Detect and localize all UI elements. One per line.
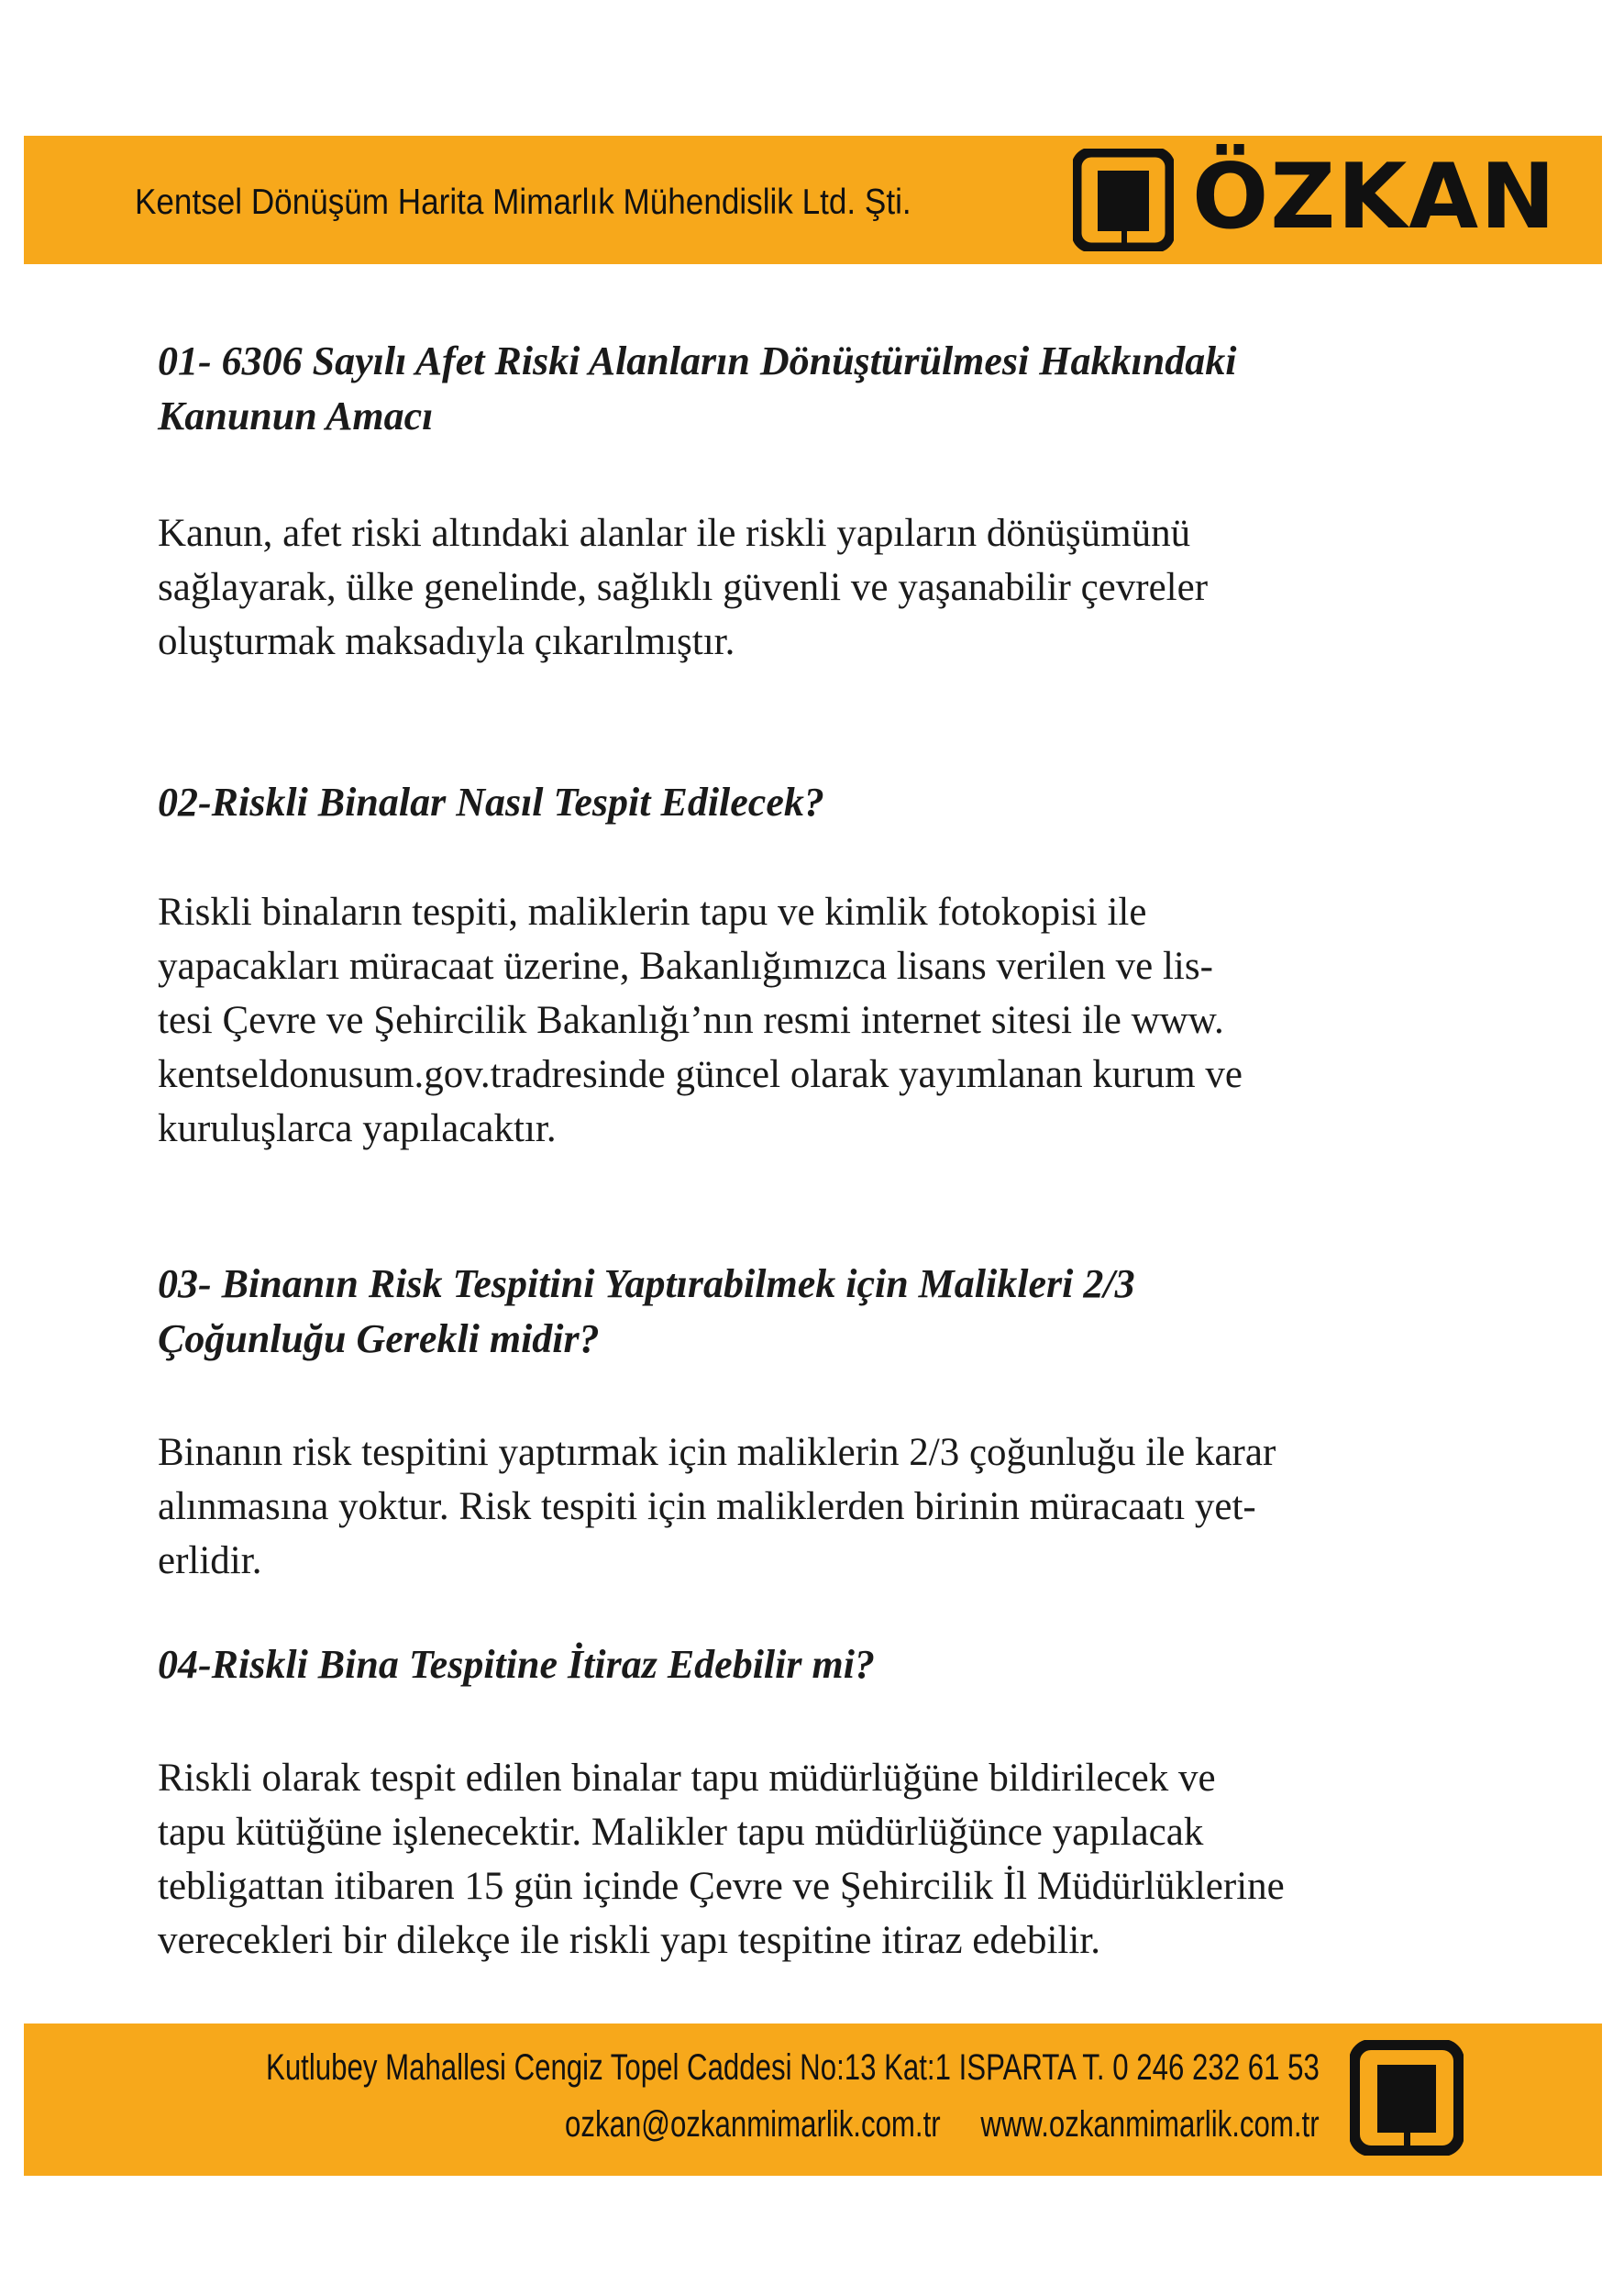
answer-line: kentseldonusum.gov.tradresinde güncel olarak yayımlanan kurum ve: [158, 1053, 1243, 1096]
answer-line: Kanun, afet riski altındaki alanlar ile riskli yapıların dönüşümünü: [158, 512, 1191, 555]
answer-line: Riskli olarak tespit edilen binalar tapu müdürlüğüne bildirilecek ve: [158, 1757, 1216, 1800]
answer-line: tapu kütüğüne işlenecektir. Malikler tapu müdürlüğünce yapılacak: [158, 1811, 1204, 1854]
footer-contact: [565, 2104, 1320, 2145]
footer-address: Kutlubey Mahallesi Cengiz Topel Caddesi No:13 Kat:1 ISPARTA T. 0 246 232 61 53: [266, 2047, 1320, 2088]
question-line: 01- 6306 Sayılı Afet Riski Alanların Dönüştürülmesi Hakkındaki: [158, 338, 1237, 383]
answer-line: oluşturmak maksadıyla çıkarılmıştır.: [158, 620, 735, 663]
answer-line: tebligattan itibaren 15 gün içinde Çevre ve Şehircilik İl Müdürlüklerine: [158, 1865, 1285, 1908]
faq-answer-3: [158, 1425, 1478, 1588]
answer-line: kuruluşlarca yapılacaktır.: [158, 1107, 557, 1150]
question-line: 02-Riskli Binalar Nasıl Tespit Edilecek?: [158, 780, 824, 825]
answer-line: Binanın risk tespitini yaptırmak için maliklerin 2/3 çoğunluğu ile karar: [158, 1431, 1276, 1474]
answer-line: yapacakları müracaat üzerine, Bakanlığımızca lisans verilen ve lis-: [158, 945, 1213, 988]
answer-line: Riskli binaların tespiti, maliklerin tapu ve kimlik fotokopisi ile: [158, 891, 1147, 934]
answer-line: sağlayarak, ülke genelinde, sağlıklı güvenli ve yaşanabilir çevreler: [158, 566, 1209, 609]
ozkan-door-logo-icon: [1073, 149, 1174, 251]
question-line: 03- Binanın Risk Tespitini Yaptırabilmek için Malikleri 2/3: [158, 1261, 1135, 1306]
brand-name: ÖZKAN: [1192, 145, 1558, 249]
footer-email-link[interactable]: ozkan@ozkanmimarlik.com.tr: [565, 2104, 942, 2145]
faq-question-1: [158, 334, 1497, 444]
faq-answer-4: [158, 1751, 1478, 1968]
footer-website-link[interactable]: www.ozkanmimarlik.com.tr: [980, 2104, 1320, 2145]
question-line: Kanunun Amacı: [158, 394, 434, 438]
question-line: 04-Riskli Bina Tespitine İtiraz Edebilir mi?: [158, 1642, 875, 1687]
faq-answer-1: [158, 506, 1478, 669]
faq-question-4: [158, 1637, 1497, 1692]
question-line: Çoğunluğu Gerekli midir?: [158, 1316, 600, 1361]
faq-answer-2: [158, 885, 1478, 1156]
answer-line: alınmasına yoktur. Risk tespiti için maliklerden birinin müracaatı yet-: [158, 1485, 1256, 1528]
answer-line: tesi Çevre ve Şehircilik Bakanlığı’nın resmi internet sitesi ile www.: [158, 999, 1224, 1042]
faq-content: [158, 334, 1497, 1968]
faq-question-2: [158, 775, 1497, 830]
company-name: Kentsel Dönüşüm Harita Mimarlık Mühendislik Ltd. Şti.: [135, 183, 911, 222]
answer-line: erlidir.: [158, 1539, 262, 1582]
faq-question-3: [158, 1257, 1497, 1367]
ozkan-door-logo-icon: [1350, 2040, 1464, 2156]
answer-line: verecekleri bir dilekçe ile riskli yapı tespitine itiraz edebilir.: [158, 1919, 1101, 1962]
